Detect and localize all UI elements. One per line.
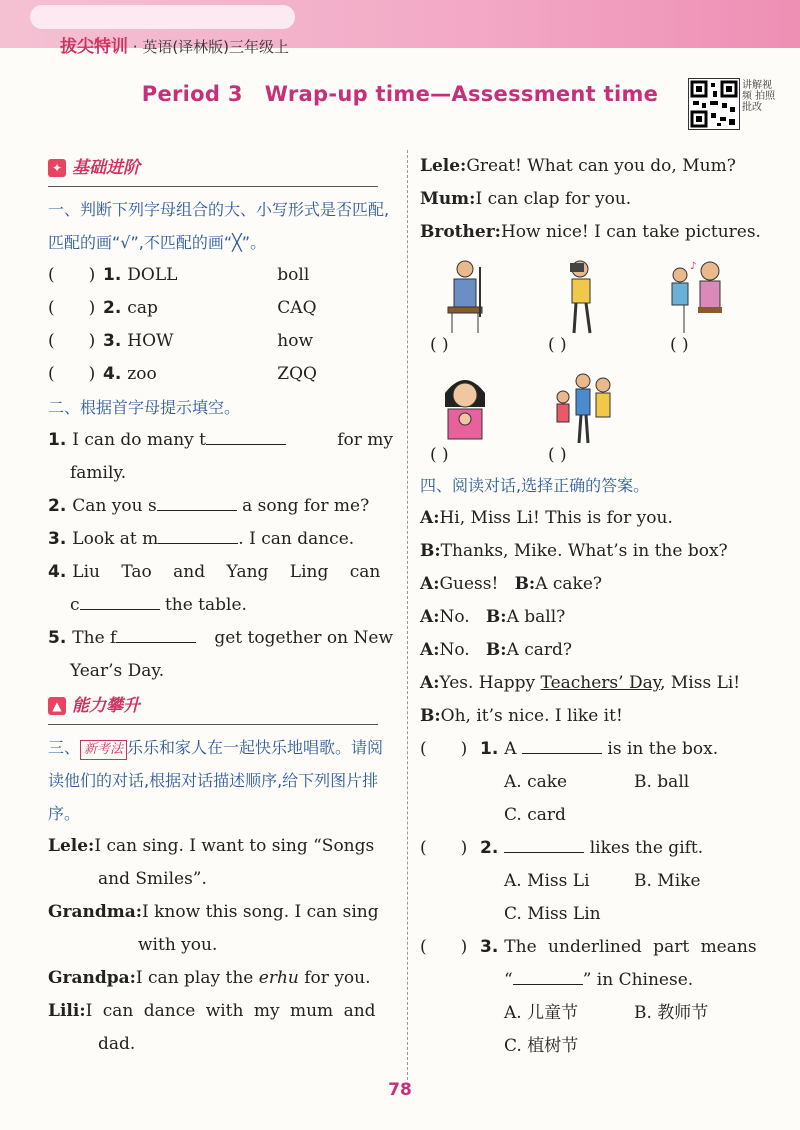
- right-column: [420, 150, 770, 1063]
- option-b[interactable]: B. ball: [634, 772, 690, 792]
- part2-q1-cont: family.: [70, 463, 127, 483]
- page-title: [0, 82, 800, 106]
- part2-instruction: 二、根据首字母提示填空。: [48, 398, 241, 417]
- part2-q1: 1. I can do many t for my: [48, 430, 393, 450]
- blank-input[interactable]: [504, 852, 584, 853]
- svg-text:♪: ♪: [690, 261, 697, 272]
- option-a[interactable]: A. cake: [504, 772, 568, 792]
- part1-item-4[interactable]: ( ) 4. zoo ZQQ: [48, 364, 317, 384]
- section-ability-title: 能力攀升: [72, 695, 140, 716]
- order-blank-4[interactable]: ( ): [430, 445, 449, 465]
- part4-q3-options-c: [420, 1030, 770, 1063]
- blank-input[interactable]: [157, 510, 237, 511]
- climber-icon: ▲: [48, 697, 66, 715]
- part3-instruction: 三、 新考法 乐乐和家人在一起快乐地唱歌。请阅读他们的对话,根据对话描述顺序,给下列图片排序。: [48, 738, 384, 823]
- part2-q5: 5. The f get together on New: [48, 628, 393, 648]
- section-basic-title: 基础进阶: [72, 157, 140, 178]
- picture-grid: [420, 249, 770, 469]
- option-c[interactable]: C. card: [504, 805, 566, 825]
- section-basic-header: [48, 150, 378, 187]
- grandpa-erhu-picture: [430, 257, 500, 337]
- reading-line-5: A:No. B:A card?: [420, 640, 573, 660]
- blank-input[interactable]: [158, 543, 238, 544]
- part2-q4-cont: c the table.: [70, 595, 247, 615]
- part1-item-1[interactable]: ( ) 1. DOLL boll: [48, 265, 310, 285]
- qr-code-icon[interactable]: [688, 78, 740, 130]
- part4-q3[interactable]: ( ) 3. The underlined part means: [420, 937, 757, 957]
- column-divider: [407, 150, 408, 1080]
- part4-q3-options: [420, 997, 770, 1030]
- part2-q3: 3. Look at m . I can dance.: [48, 529, 355, 549]
- option-c[interactable]: C. Miss Lin: [504, 904, 601, 924]
- blank-input[interactable]: [522, 753, 602, 754]
- blank-input[interactable]: [116, 642, 196, 643]
- brand-name: 拔尖特训: [60, 37, 128, 57]
- part4-instruction: 四、阅读对话,选择正确的答案。: [420, 476, 650, 495]
- part4-q2[interactable]: ( ) 2. likes the gift.: [420, 838, 704, 858]
- dialog-line-lele2: Lele:Great! What can you do, Mum?: [420, 156, 736, 176]
- dialog-line-brother: Brother:How nice! I can take pictures.: [420, 222, 761, 242]
- part4-q2-options-c: [420, 898, 770, 931]
- book-subtitle: · 英语(译林版)三年级上: [132, 38, 290, 56]
- dialog-line-lili: Lili:I can dance with my mum and: [48, 1001, 376, 1021]
- dialog-line-lili-cont: dad.: [98, 1034, 136, 1054]
- dialog-line-grandma-cont: with you.: [138, 935, 218, 955]
- order-blank-5[interactable]: ( ): [548, 445, 567, 465]
- option-b[interactable]: B. 教师节: [634, 1003, 709, 1023]
- part2-q5-cont: Year’s Day.: [70, 661, 165, 681]
- left-column: [48, 150, 393, 1061]
- part1-item-2[interactable]: ( ) 2. cap CAQ: [48, 298, 317, 318]
- page-number: 78: [388, 1080, 412, 1100]
- new-method-tag: 新考法: [80, 740, 127, 760]
- order-blank-3[interactable]: ( ): [670, 335, 689, 355]
- part4-q3-cont: “ ” in Chinese.: [504, 970, 694, 990]
- blank-input[interactable]: [206, 444, 286, 445]
- dialog-line-lele: Lele:I can sing. I want to sing “Songs: [48, 836, 375, 856]
- part4-q1-options-c: [420, 799, 770, 832]
- reading-line-6: A:Yes. Happy Teachers’ Day, Miss Li!: [420, 673, 741, 693]
- option-a[interactable]: A. Miss Li: [504, 871, 590, 891]
- dialog-line-mum: Mum:I can clap for you.: [420, 189, 632, 209]
- reading-line-1: A:Hi, Miss Li! This is for you.: [420, 508, 673, 528]
- part4-q1-options: [420, 766, 770, 799]
- part4-q1[interactable]: ( ) 1. A is in the box.: [420, 739, 719, 759]
- reading-line-3: A:Guess! B:A cake?: [420, 574, 603, 594]
- underlined-phrase: Teachers’ Day: [540, 673, 661, 693]
- order-blank-2[interactable]: ( ): [548, 335, 567, 355]
- mum-clapping-picture: [430, 367, 500, 447]
- section-ability-header: [48, 688, 378, 725]
- option-a[interactable]: A. 儿童节: [504, 1003, 579, 1023]
- option-c[interactable]: C. 植树节: [504, 1036, 579, 1056]
- reading-line-4: A:No. B:A ball?: [420, 607, 566, 627]
- option-b[interactable]: B. Mike: [634, 871, 701, 891]
- banner-pill: [30, 5, 295, 29]
- dialog-line-lele-cont: and Smiles”.: [98, 869, 207, 889]
- lesson-name: Wrap-up time—Assessment time: [264, 82, 659, 106]
- qr-label: 讲解视频 拍照批改: [742, 80, 776, 113]
- brother-camera-picture: [548, 257, 618, 337]
- blank-input[interactable]: [80, 609, 160, 610]
- part1-instruction: 一、判断下列字母组合的大、小写形式是否匹配,匹配的画“√”,不匹配的画“╳”。: [48, 200, 390, 252]
- runner-icon: ✦: [48, 159, 66, 177]
- part2-q2: 2. Can you s a song for me?: [48, 496, 370, 516]
- family-dancing-picture: [548, 367, 618, 447]
- dialog-line-grandpa: Grandpa:I can play the erhu for you.: [48, 968, 371, 988]
- dialog-line-grandma: Grandma:I know this song. I can sing: [48, 902, 379, 922]
- reading-line-7: B:Oh, it’s nice. I like it!: [420, 706, 623, 726]
- part1-item-3[interactable]: ( ) 3. HOW how: [48, 331, 314, 351]
- part4-q2-options: [420, 865, 770, 898]
- brand-line: [60, 32, 289, 57]
- period-label: Period 3: [141, 82, 243, 106]
- lele-grandma-singing-picture: [660, 257, 730, 337]
- blank-input[interactable]: [513, 984, 583, 985]
- part2-q4: 4. Liu Tao and Yang Ling can: [48, 562, 381, 582]
- reading-line-2: B:Thanks, Mike. What’s in the box?: [420, 541, 728, 561]
- order-blank-1[interactable]: ( ): [430, 335, 449, 355]
